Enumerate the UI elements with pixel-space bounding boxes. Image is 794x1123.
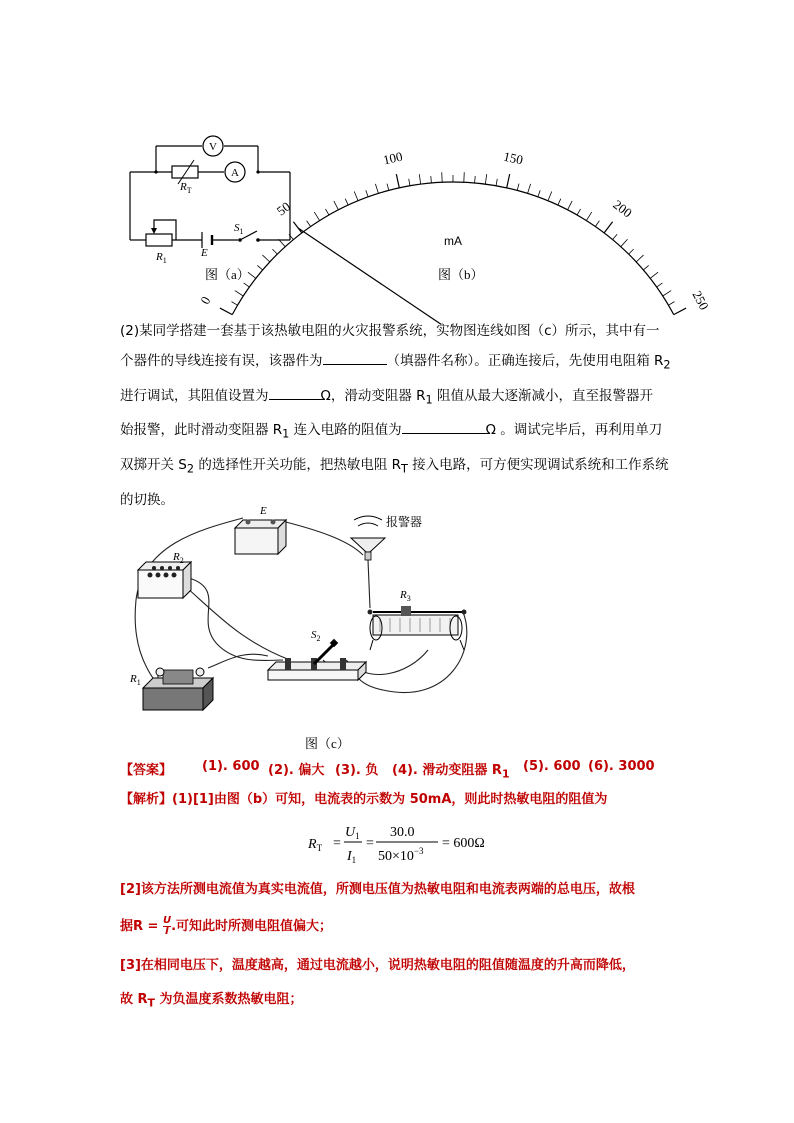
q2-line1: (2)某同学搭建一套基于该热敏电阻的火灾报警系统，实物图连线如图（c）所示，其中有一	[120, 323, 660, 339]
svg-text:=: =	[333, 836, 341, 851]
c-s2-label: $S_2$	[311, 629, 321, 643]
answer-6: (6). 3000	[588, 759, 655, 774]
c-r3-label: $R_3$	[400, 589, 411, 603]
dial-tick	[431, 176, 432, 183]
svg-text:= 600Ω: = 600Ω	[442, 836, 485, 851]
dial-tick	[643, 265, 648, 270]
question-2	[120, 316, 680, 515]
alarm-label: 报警器	[386, 515, 423, 529]
dial-tick	[475, 176, 476, 183]
dial-tick-label: 0	[197, 293, 214, 307]
dial-tick	[621, 239, 628, 246]
c-r1-label: $R_1$	[130, 673, 141, 687]
rheostat-r1-board	[143, 668, 213, 710]
c-e-label: E	[260, 505, 267, 517]
dial-tick	[314, 212, 319, 220]
dial-tick	[375, 184, 378, 194]
dial-tick	[586, 212, 591, 220]
ammeter-label: A	[231, 167, 239, 179]
battery-e	[235, 520, 286, 555]
svg-text:=: =	[366, 836, 374, 851]
answer-3: (3). 负	[335, 763, 379, 778]
dial-tick	[604, 222, 612, 233]
q2-line6: 的切换。	[120, 491, 174, 508]
dial-tick	[409, 179, 410, 186]
svg-text:I1: $I_1$	[347, 849, 357, 865]
dial-tick-label: 250	[689, 288, 712, 313]
answer-blank[interactable]	[269, 385, 321, 400]
dial-tick	[668, 302, 674, 306]
dial-tick	[354, 191, 358, 200]
e-label: E	[201, 247, 208, 259]
analysis-line2: [2]该方法所测电流值为真实电流值，所测电压值为热敏电阻和电流表两端的总电压，故根	[120, 882, 635, 897]
dial-tick	[650, 272, 658, 278]
svg-text:50×10−3: $50\times 10^{-3}$	[378, 846, 424, 864]
dial-tick	[485, 174, 486, 184]
dial-tick	[636, 255, 643, 262]
dial-tick-label: 150	[502, 148, 525, 168]
svg-text:30.0: 30.0	[390, 825, 415, 840]
r1-label: $R_1$	[156, 251, 167, 265]
dial-tick	[325, 209, 328, 215]
answer-row	[120, 759, 720, 779]
c-r2-label: $R_2$	[173, 551, 184, 565]
dial-tick	[517, 184, 519, 191]
dial-tick-label: 100	[381, 148, 404, 168]
dial-tick	[307, 221, 311, 227]
answer-5: (5). 600	[523, 759, 581, 774]
dial-tick	[419, 174, 420, 184]
alarm-horn-icon	[351, 516, 385, 560]
svg-text:RT: $R_T$	[308, 837, 323, 853]
dial-tick	[232, 302, 238, 306]
dial-tick	[220, 308, 232, 315]
dial-tick	[558, 199, 561, 205]
dial-tick	[496, 179, 497, 186]
rheostat-r1	[146, 234, 172, 246]
analysis-line5: 故 $R_T$ 为负温度系数热敏电阻；	[120, 992, 303, 1010]
answer-1: (1). 600	[202, 759, 260, 774]
answer-blank[interactable]	[323, 350, 387, 365]
resistance-box-r2	[138, 562, 191, 598]
dial-pointer	[298, 228, 441, 324]
q2-line5: 双掷开关 $S_2$ 的选择性开关功能，把热敏电阻 $R_T$ 接入电路，可方便实现调试系统和工作系统	[120, 457, 669, 476]
dial-tick	[548, 191, 552, 200]
dial-tick	[507, 174, 510, 188]
dial-tick	[334, 201, 339, 210]
formula-rt	[300, 818, 500, 868]
answer-tag: 【答案】	[120, 763, 173, 778]
q2-line2: 个器件的导线连接有误，该器件为 （填器件名称）。正确连接后，先使用电阻箱 $R_2$	[120, 346, 680, 381]
dial-tick	[629, 249, 634, 254]
q2-line4: 始报警，此时滑动变阻器 $R_1$ 连入电路的阻值为 Ω 。调试完毕后，再利用单刀	[120, 415, 680, 450]
figure-a-caption: 图（a）	[205, 267, 250, 282]
dial-tick	[366, 190, 368, 197]
dial-tick	[613, 234, 617, 239]
answer-4: (4). 滑动变阻器 $R_1$	[392, 763, 510, 781]
device-r3	[368, 606, 467, 650]
dial-tick	[595, 221, 599, 227]
dial-unit: mA	[444, 234, 462, 248]
dial-tick	[568, 201, 573, 210]
figure-c-wiring	[118, 500, 478, 725]
knife-switch-s2	[268, 639, 366, 680]
figure-b-caption: 图（b）	[438, 267, 484, 282]
dial-tick	[235, 291, 243, 296]
s1-label: $S_1$	[234, 222, 244, 236]
analysis-line3: 据R = $\frac{U}{I}$ .可知此时所测电阻值偏大；	[120, 915, 333, 937]
dial-tick	[387, 184, 389, 191]
thermistor-rt	[172, 166, 198, 178]
voltmeter-label: V	[209, 141, 217, 153]
q2-line3: 进行调试，其阻值设置为 Ω，滑动变阻器 $R_1$ 阻值从最大逐渐减小，直至报警器开	[120, 381, 680, 416]
dial-tick	[538, 190, 540, 197]
rt-label: $R_T$	[180, 181, 192, 195]
answer-blank[interactable]	[402, 419, 486, 434]
dial-tick	[674, 308, 686, 315]
dial-tick-label: 200	[610, 196, 635, 221]
dial-tick	[663, 291, 671, 296]
svg-text:U1: $U_1$	[345, 825, 360, 841]
dial-tick-label: 50	[273, 198, 294, 219]
figure-c-caption: 图（c）	[305, 736, 350, 751]
dial-tick	[396, 174, 399, 188]
analysis-line4: [3]在相同电压下，温度越高，通过电流越小，说明热敏电阻的阻值随温度的升高而降低，	[120, 958, 635, 973]
dial-tick	[345, 199, 348, 205]
dial-tick	[577, 209, 580, 215]
dial-tick	[528, 184, 531, 194]
answer-2: (2). 偏大	[268, 763, 325, 778]
analysis-line1: 【解析】(1)[1]由图（b）可知，电流表的示数为 50mA，则此时热敏电阻的阻值为	[120, 792, 608, 807]
dial-tick	[657, 283, 663, 287]
